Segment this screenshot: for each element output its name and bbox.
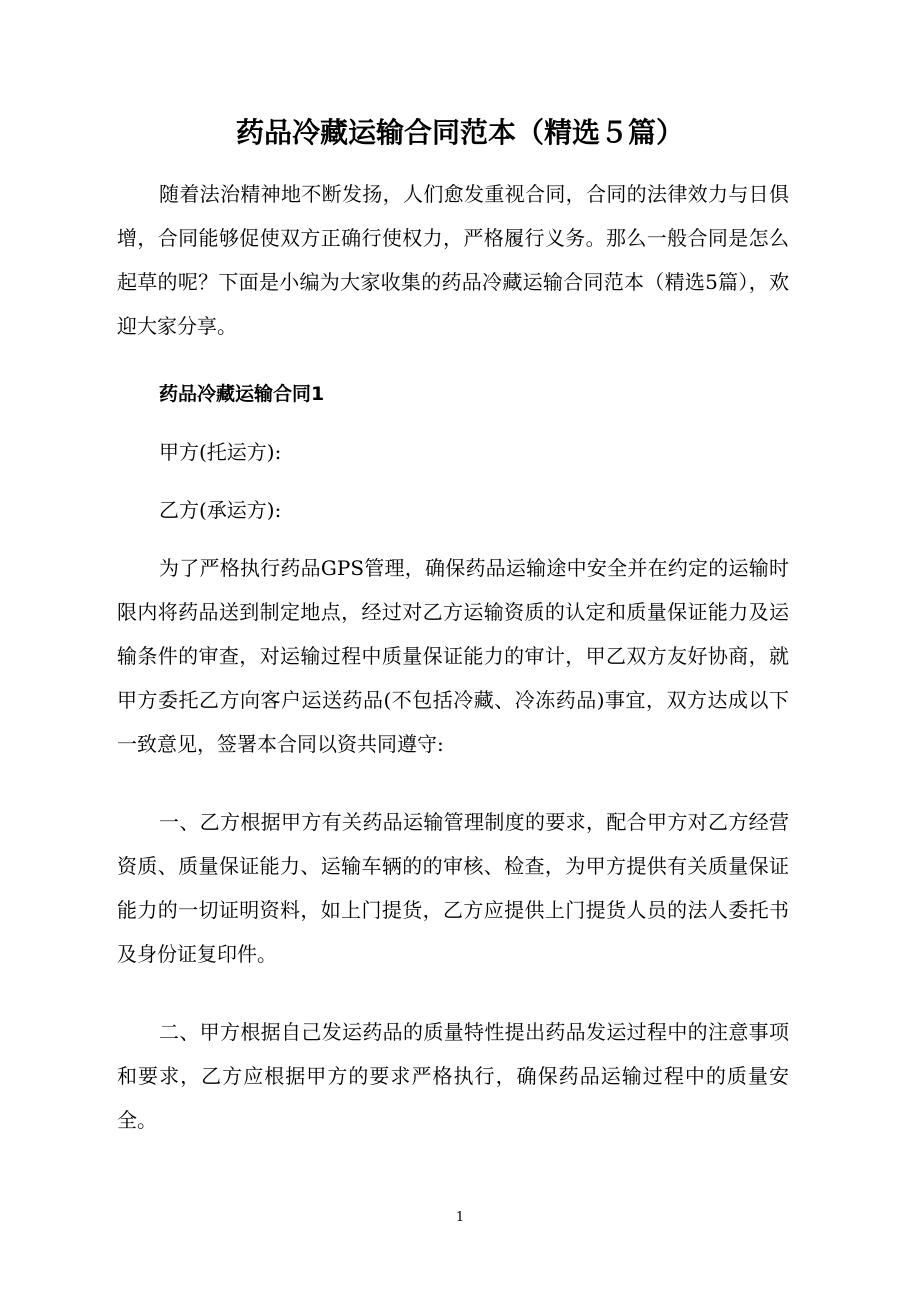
clause-2-paragraph: 二、甲方根据自己发运药品的质量特性提出药品发运过程中的注意事项和要求，乙方应根据甲方的要求严格执行，确保药品运输过程中的质量安全。 bbox=[117, 1020, 789, 1132]
intro-paragraph: 随着法治精神地不断发扬，人们愈发重视合同，合同的法律效力与日俱增，合同能够促使双方正确行使权力，严格履行义务。那么一般合同是怎么起草的呢？下面是小编为大家收集的药品冷藏运输合同范本（精选5篇），欢迎大家分享。 bbox=[117, 182, 789, 338]
contract-heading-1: 药品冷藏运输合同1 bbox=[159, 383, 325, 405]
preamble-paragraph: 为了严格执行药品GPS管理，确保药品运输途中安全并在约定的运输时限内将药品送到制定地点，经过对乙方运输资质的认定和质量保证能力及运输条件的审查，对运输过程中质量保证能力的审计，甲乙双方友好协商，就甲方委托乙方向客户运送药品(不包括冷藏、冷冻药品)事宜，双方达成以下一致意见，签署本合同以资共同遵守: bbox=[117, 556, 789, 756]
document-title: 药品冷藏运输合同范本（精选５篇） bbox=[235, 116, 684, 149]
page-number: 1 bbox=[455, 1210, 465, 1225]
clause-1-paragraph: 一、乙方根据甲方有关药品运输管理制度的要求，配合甲方对乙方经营资质、质量保证能力、运输车辆的的审核、检查，为甲方提供有关质量保证能力的一切证明资料，如上门提货，乙方应提供上门提货人员的法人委托书及身份证复印件。 bbox=[117, 810, 789, 966]
party-b-line: 乙方(承运方): bbox=[159, 498, 282, 522]
party-a-line: 甲方(托运方): bbox=[159, 440, 282, 464]
